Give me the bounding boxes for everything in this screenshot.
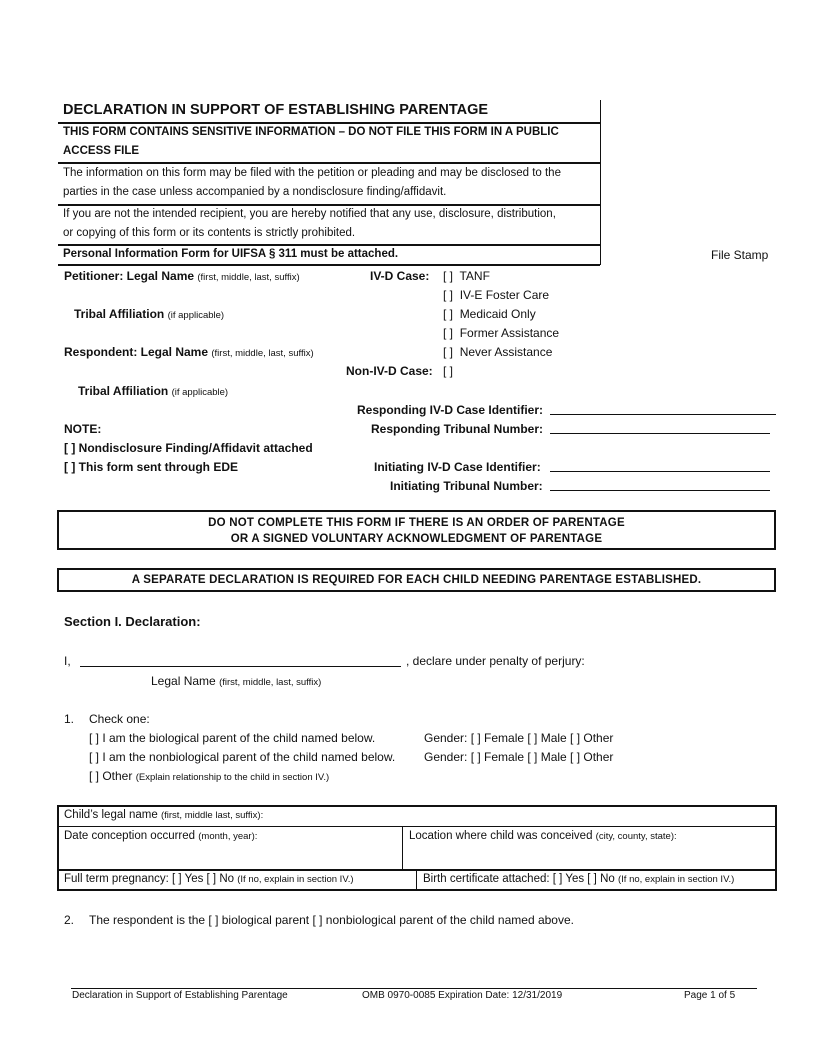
notice-line-1: If you are not the intended recipient, you are hereby notified that any use, disclosure, distribution, xyxy=(63,208,556,220)
ivd-case-label: IV-D Case: xyxy=(370,269,430,283)
header-box xyxy=(58,100,601,265)
child-legal-name-cell[interactable]: Child’s legal name (first, middle last, suffix): xyxy=(64,809,264,821)
question-1-label: Check one: xyxy=(89,712,150,726)
respondent-tribal-label: Tribal Affiliation (if applicable) xyxy=(78,384,229,398)
initiating-case-field[interactable] xyxy=(550,471,770,472)
declarant-name-field[interactable] xyxy=(80,666,401,667)
non-ivd-checkbox[interactable]: [ ] xyxy=(443,364,454,378)
initiating-tribunal-field[interactable] xyxy=(550,490,770,491)
birth-certificate-cell[interactable]: Birth certificate attached: [ ] Yes [ ] No (If no, explain in section IV.) xyxy=(423,873,735,885)
order-of-parentage-notice: DO NOT COMPLETE THIS FORM IF THERE IS AN ORDER OF PARENTAGE OR A SIGNED VOLUNTARY ACKNOWLEDGMENT OF PARENTAGE xyxy=(57,510,776,550)
child-info-table xyxy=(57,805,777,891)
declare-text: , declare under penalty of perjury: xyxy=(406,654,585,668)
declarant-i-label: I, xyxy=(64,654,71,668)
ivd-option-tanf[interactable]: [ ] TANF xyxy=(443,269,490,283)
footer-omb: OMB 0970-0085 Expiration Date: 12/31/2019 xyxy=(362,990,563,1001)
initiating-case-label: Initiating IV-D Case Identifier: xyxy=(374,460,541,474)
note-nondisclosure-checkbox[interactable]: [ ] Nondisclosure Finding/Affidavit attached xyxy=(64,441,313,455)
ivd-option-never-assistance[interactable]: [ ] Never Assistance xyxy=(443,345,553,359)
responding-case-label: Responding IV-D Case Identifier: xyxy=(357,403,544,417)
full-term-pregnancy-cell[interactable]: Full term pregnancy: [ ] Yes [ ] No (If no, explain in section IV.) xyxy=(64,873,354,885)
responding-tribunal-label: Responding Tribunal Number: xyxy=(371,422,544,436)
initiating-tribunal-label: Initiating Tribunal Number: xyxy=(390,479,543,493)
petitioner-tribal-label: Tribal Affiliation (if applicable) xyxy=(74,307,225,321)
notice-line-2: or copying of this form or its contents is strictly prohibited. xyxy=(63,227,356,239)
petitioner-label: Petitioner: Legal Name (first, middle, last, suffix) xyxy=(64,269,300,283)
question-2-number: 2. xyxy=(64,913,75,927)
footer-page-number: Page 1 of 5 xyxy=(684,990,736,1001)
ivd-option-foster-care[interactable]: [ ] IV-E Foster Care xyxy=(443,288,550,302)
footer-divider xyxy=(71,988,757,989)
info-line-2: parties in the case unless accompanied by a nondisclosure finding/affidavit. xyxy=(63,186,447,198)
conception-date-cell[interactable]: Date conception occurred (month, year): xyxy=(64,830,258,842)
responding-case-field[interactable] xyxy=(550,414,776,415)
separate-declaration-notice: A SEPARATE DECLARATION IS REQUIRED FOR EACH CHILD NEEDING PARENTAGE ESTABLISHED. xyxy=(57,568,776,592)
ivd-option-medicaid[interactable]: [ ] Medicaid Only xyxy=(443,307,536,321)
question-2-text[interactable]: The respondent is the [ ] biological parent [ ] nonbiological parent of the child named above. xyxy=(89,913,574,927)
gender-options-1[interactable]: Gender: [ ] Female [ ] Male [ ] Other xyxy=(424,731,614,745)
respondent-label: Respondent: Legal Name (first, middle, last, suffix) xyxy=(64,345,314,359)
ivd-option-former-assistance[interactable]: [ ] Former Assistance xyxy=(443,326,560,340)
conception-location-cell[interactable]: Location where child was conceived (city, county, state): xyxy=(409,830,677,842)
sensitive-line-2: ACCESS FILE xyxy=(63,145,140,157)
file-stamp-label: File Stamp xyxy=(711,248,769,262)
sensitive-line-1: THIS FORM CONTAINS SENSITIVE INFORMATION – DO NOT FILE THIS FORM IN A PUBLIC xyxy=(63,126,559,138)
nonbiological-parent-option[interactable]: [ ] I am the nonbiological parent of the child named below. xyxy=(89,750,396,764)
other-relationship-option[interactable]: [ ] Other (Explain relationship to the child in section IV.) xyxy=(89,769,330,783)
info-line-1: The information on this form may be filed with the petition or pleading and may be disclosed to the xyxy=(63,167,561,179)
gender-options-2[interactable]: Gender: [ ] Female [ ] Male [ ] Other xyxy=(424,750,614,764)
legal-name-caption: Legal Name (first, middle, last, suffix) xyxy=(151,674,322,688)
footer-title: Declaration in Support of Establishing Parentage xyxy=(72,990,288,1001)
question-1-number: 1. xyxy=(64,712,75,726)
biological-parent-option[interactable]: [ ] I am the biological parent of the child named below. xyxy=(89,731,376,745)
attach-notice: Personal Information Form for UIFSA § 311 must be attached. xyxy=(63,248,399,260)
section-1-heading: Section I. Declaration: xyxy=(64,614,201,629)
note-ede-checkbox[interactable]: [ ] This form sent through EDE xyxy=(64,460,238,474)
note-title: NOTE: xyxy=(64,422,102,436)
responding-tribunal-field[interactable] xyxy=(550,433,770,434)
non-ivd-case-label: Non-IV-D Case: xyxy=(346,364,433,378)
form-title: DECLARATION IN SUPPORT OF ESTABLISHING PARENTAGE xyxy=(63,102,489,118)
